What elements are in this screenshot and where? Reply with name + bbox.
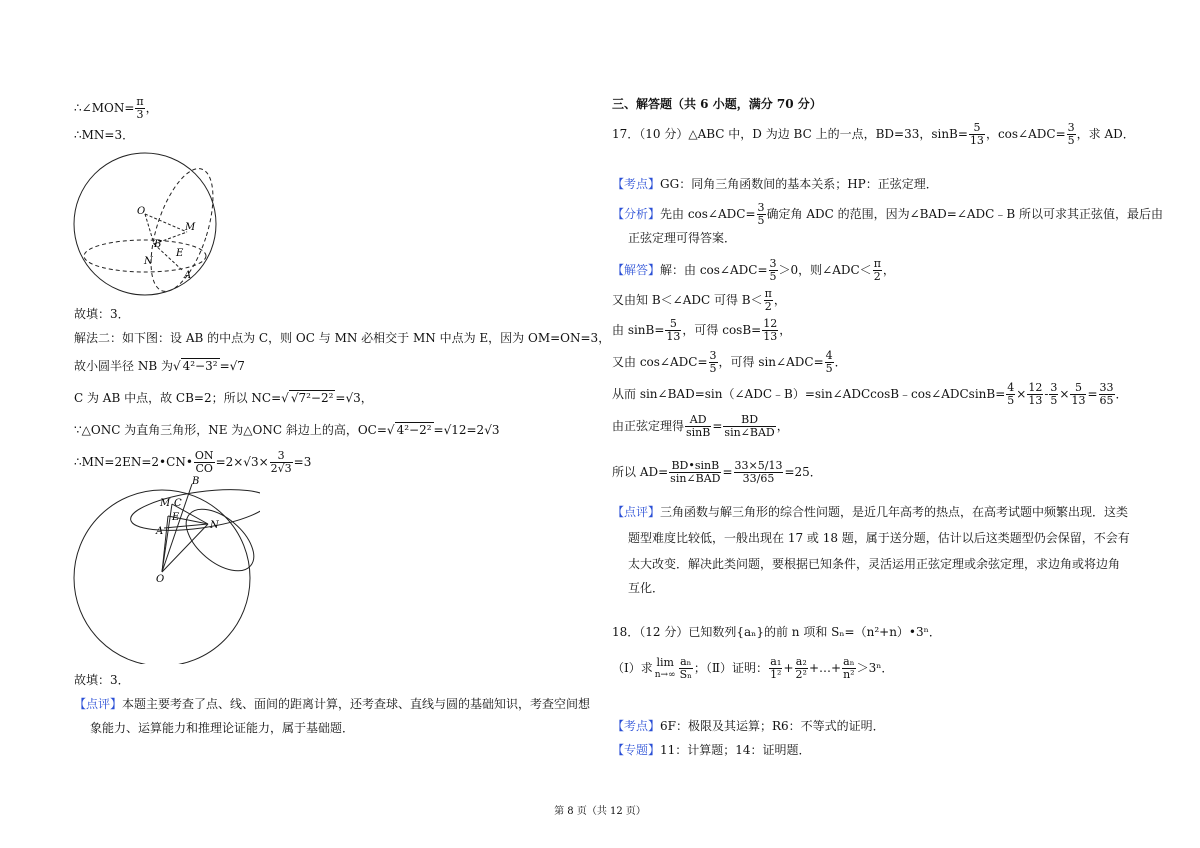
q17-jieda-4: 又由 cos∠ADC= $\frac{3}{5}$ ，可得 sin∠ADC= $\frac{4}{5}$ ． (612, 349, 847, 375)
comment-line1: 【点评】本题主要考查了点、线、面间的距离计算，还考查球、直线与圆的基础知识，考查空间想 (74, 697, 591, 711)
q18-parts: （Ⅰ）求 lim n→∞ $\frac{\text{aₙ}}{\text{Sₙ}}$ ；（Ⅱ）证明： $\frac{\text{a₁}}{\text{1²}}$ + $\frac{\text{a₂}}{\text{2²}}$ +…+ $\frac{\text{aₙ}}{\text{n²}}$ ＞3ⁿ． (612, 655, 894, 681)
method2-line5: ∴MN=2EN=2•CN• $\frac{ON}{CO}$ =2×√3× $\frac{3}{2√3}$ =3 (74, 449, 312, 475)
q18-statement: 18．（12 分）已知数列{aₙ}的前 n 项和 Sₙ=（n²+n）•3ⁿ． (612, 625, 941, 639)
label-o: O (137, 206, 146, 217)
label-m: M (185, 222, 196, 233)
q18-zhuanti: 【专题】11：计算题；14：证明题． (612, 743, 811, 757)
label-a2: A (156, 526, 164, 537)
sphere-figure-2 (70, 474, 260, 664)
q17-fenxi-line2: 正弦定理可得答案． (628, 231, 737, 245)
label-b2: B (192, 476, 200, 487)
sphere-figure-1 (72, 152, 222, 298)
label-m2: M (160, 498, 171, 509)
q17-kaodian: 【考点】GG：同角三角函数间的基本关系；HP：正弦定理． (612, 177, 938, 191)
fill-answer-2: 故填：3． (74, 673, 130, 687)
q17-jieda-7: 所以 AD= $\frac{BD•\sin B}{\text{sin∠BAD}}$ = $\frac{33\times 5/13}{33/65}$ =25． (612, 459, 822, 485)
method2-line2: 故小圆半径 NB 为√ 4²−3² =√7 (74, 359, 245, 373)
label-e2: E (172, 512, 180, 523)
q17-dianping-1: 【点评】三角函数与解三角形的综合性问题，是近几年高考的热点，在高考试题中频繁出现．这类 (612, 505, 1129, 519)
q17-statement: 17．（10 分）△ABC 中，D 为边 BC 上的一点，BD=33，sinB= $\frac{5}{13}$ ，cos∠ADC= $\frac{3}{5}$ ，求 AD． (612, 121, 1135, 147)
q17-jieda-1: 【解答】解：由 cos∠ADC= $\frac{3}{5}$ ＞0，则∠ADC＜ $\frac{\pi}{2}$ ， (612, 257, 895, 283)
method2-line1: 解法二：如下图：设 AB 的中点为 C，则 OC 与 MN 必相交于 MN 中点为 E，因为 OM=ON=3， (74, 331, 611, 345)
label-o2: O (156, 574, 165, 585)
label-b: B (154, 239, 162, 250)
page-footer: 第 8 页（共 12 页） (554, 806, 646, 817)
label-c2: C (174, 498, 182, 509)
q18-kaodian: 【考点】6F：极限及其运算；R6：不等式的证明． (612, 719, 885, 733)
label-e: E (176, 248, 184, 259)
method2-line3: C 为 AB 中点，故 CB=2；所以 NC=√ √7²−2² =√3， (74, 391, 373, 405)
line-mn: ∴MN=3． (74, 128, 135, 142)
q17-dianping-4: 互化． (628, 581, 665, 595)
q17-fenxi: 【分析】先由 cos∠ADC= $\frac{3}{5}$ 确定角 ADC 的范围，因为∠BAD=∠ADC﹣B 所以可求其正弦值，最后由 (612, 201, 1163, 227)
comment-line2: 象能力、运算能力和推理论证能力，属于基础题． (90, 721, 355, 735)
q17-dianping-3: 太大改变．解决此类问题，要根据已知条件，灵活运用正弦定理或余弦定理，求边角或将边角 (628, 557, 1121, 571)
method2-line4: ∵△ONC 为直角三角形，NE 为△ONC 斜边上的高，OC=√ 4²−2² =√12=2√3 (74, 423, 500, 437)
label-n: N (144, 256, 153, 267)
section-heading: 三、解答题（共 6 小题，满分 70 分） (612, 97, 822, 111)
label-a: A (184, 270, 192, 281)
q17-dianping-2: 题型难度比较低，一般出现在 17 或 18 题，属于送分题，估计以后这类题型仍会保留，不会有 (628, 531, 1130, 545)
q17-jieda-6: 由正弦定理得 $\frac{AD}{\sin B}$ = $\frac{BD}{\text{sin∠BAD}}$ ， (612, 413, 789, 439)
label-n2: N (210, 520, 219, 531)
q17-jieda-2: 又由知 B＜∠ADC 可得 B＜ $\frac{\pi}{2}$ ， (612, 287, 786, 313)
fill-answer-1: 故填：3． (74, 307, 130, 321)
q17-jieda-5: 从而 sin∠BAD=sin（∠ADC﹣B）=sin∠ADCcosB﹣cos∠ADCsinB= $\frac{4}{5}$ × $\frac{12}{13}$ - $\frac{3}{5}$ × $\frac{5}{13}$ = $\frac{33}{65}$ ． (612, 381, 1128, 407)
q17-jieda-3: 由 sinB= $\frac{5}{13}$ ，可得 cosB= $\frac{12}{13}$ ， (612, 317, 792, 343)
line-mon: ∴∠MON= $\frac{\pi}{3}$ ， (74, 95, 158, 121)
